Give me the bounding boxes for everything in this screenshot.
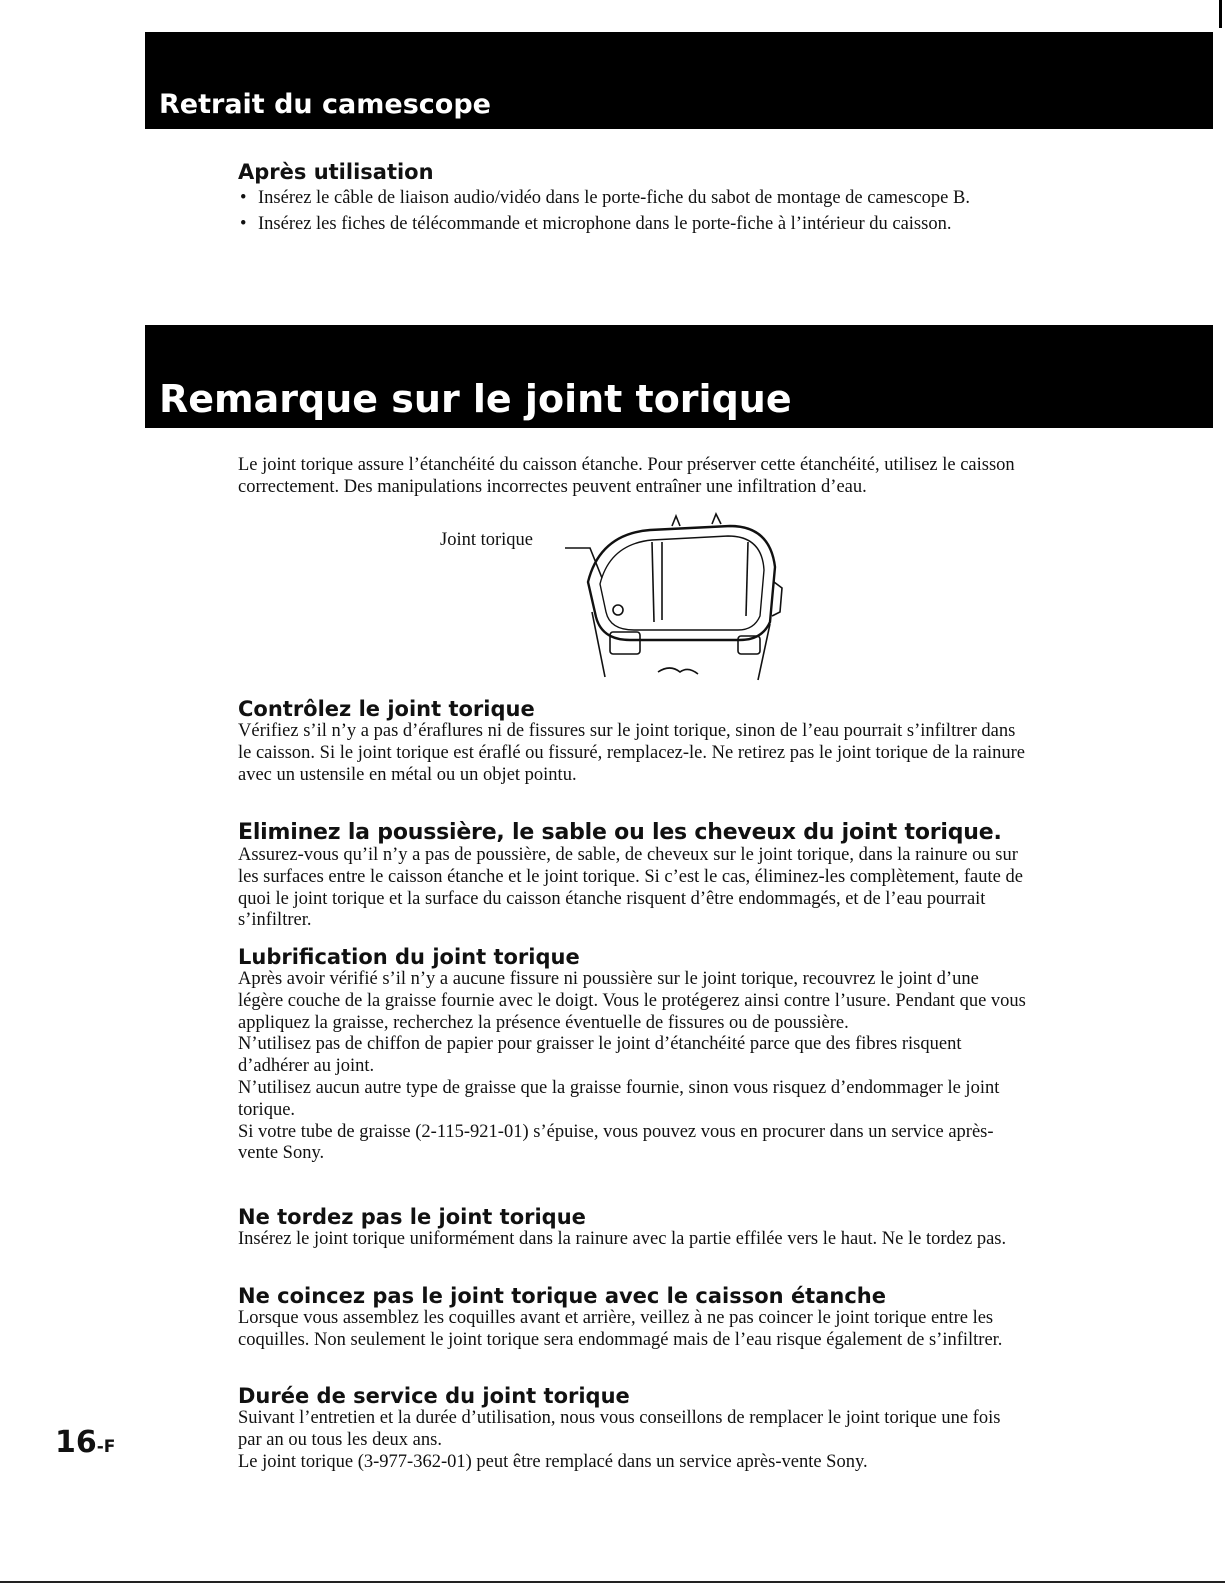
bullet-item: [238, 188, 1028, 210]
bullet-item: [238, 214, 1028, 236]
bullet-text: Insérez les fiches de télécommande et microphone dans le porte-fiche à l’intérieur du caisson.: [258, 213, 952, 234]
subsection-tordez: [238, 1205, 1028, 1251]
bullet-list: [238, 188, 1028, 236]
paragraph: Suivant l’entretien et la durée d’utilisation, nous vous conseillons de remplacer le joint torique une fois par an ou tous les deux ans.: [238, 1408, 1001, 1450]
paragraph: Assurez-vous qu’il n’y a pas de poussière, de sable, de cheveux sur le joint torique, dans la rainure ou sur les surfaces entre le caisson étanche et le joint torique. Si c’est le cas, éliminez-les complètement, faute de quoi le joint torique et la surface du caisson étanche risquent d’être endommagés, et de l’eau pourrait s’infiltrer.: [238, 845, 1023, 931]
section-banner-joint: [145, 325, 1213, 428]
subsection-lubrification: [238, 945, 1028, 1165]
heading-lubrification: Lubrification du joint torique: [238, 945, 580, 969]
heading-controlez: Contrôlez le joint torique: [238, 697, 535, 721]
heading-coincez: Ne coincez pas le joint torique avec le caisson étanche: [238, 1284, 886, 1308]
heading-apres-utilisation: Après utilisation: [238, 160, 434, 184]
paragraph: Après avoir vérifié s’il n’y a aucune fissure ni poussière sur le joint torique, recouvrez le joint d’une légère couche de la graisse fournie avec le doigt. Vous le protégerez ainsi contre l’usure. Pendant que vous appliquez la graisse, recherchez la présence éventuelle de fissures ou de poussière.: [238, 969, 1026, 1033]
paragraph: Si votre tube de graisse (2-115-921-01) s’épuise, vous pouvez vous en procurer dans un service après-vente Sony.: [238, 1121, 994, 1164]
heading-duree: Durée de service du joint torique: [238, 1384, 630, 1408]
section-banner-retrait: [145, 32, 1213, 129]
intro-paragraph: Le joint torique assure l’étanchéité du caisson étanche. Pour préserver cette étanchéité, utilisez le caisson correctement. Des manipulations incorrectes peuvent entraîner une infiltration d’eau.: [238, 455, 1015, 497]
paragraph: Lorsque vous assemblez les coquilles avant et arrière, veillez à ne pas coincer le joint torique entre les coquilles. Non seulement le joint torique sera endommagé mais de l’eau risque également de s’infiltrer.: [238, 1308, 1003, 1350]
subsection-duree: [238, 1384, 1028, 1473]
paragraph: N’utilisez pas de chiffon de papier pour graisser le joint d’étanchéité parce que des fibres risquent d’adhérer au joint.: [238, 1034, 962, 1077]
paragraph: Insérez le joint torique uniformément dans la rainure avec la partie effilée vers le haut. Ne le tordez pas.: [238, 1229, 1007, 1249]
subsection-coincez: [238, 1284, 1028, 1352]
paragraph: Vérifiez s’il n’y a pas d’éraflures ni de fissures sur le joint torique, sinon de l’eau pourrait s’infiltrer dans le caisson. Si le joint torique est éraflé ou fissuré, remplacez-le. Ne retirez pas le joint torique de la rainure avec un ustensile en métal ou un objet pointu.: [238, 721, 1025, 785]
subsection-controlez: [238, 697, 1028, 786]
subsection-eliminez: [238, 821, 1028, 932]
section-title-retrait: Retrait du camescope: [159, 89, 491, 120]
page-number-value: 16: [55, 1425, 97, 1460]
heading-tordez: Ne tordez pas le joint torique: [238, 1205, 586, 1229]
page-number: [55, 1425, 115, 1460]
heading-eliminez: Eliminez la poussière, le sable ou les cheveux du joint torique.: [238, 820, 1002, 845]
o-ring-figure: [440, 512, 800, 687]
bullet-text: Insérez le câble de liaison audio/vidéo dans le porte-fiche du sabot de montage de camescope B.: [258, 188, 970, 208]
section-title-joint: Remarque sur le joint torique: [159, 377, 792, 421]
paragraph: Le joint torique (3-977-362-01) peut être remplacé dans un service après-vente Sony.: [238, 1451, 868, 1472]
bullet-icon: •: [240, 188, 247, 208]
edge-mark: [1219, 0, 1222, 28]
bullet-icon: •: [240, 213, 247, 234]
figure-label: Joint torique: [440, 530, 534, 550]
section-apres-utilisation: [238, 160, 1028, 240]
page-number-suffix: -F: [96, 1437, 116, 1457]
paragraph: N’utilisez aucun autre type de graisse que la graisse fournie, sinon vous risquez d’endommager le joint torique.: [238, 1077, 1000, 1120]
